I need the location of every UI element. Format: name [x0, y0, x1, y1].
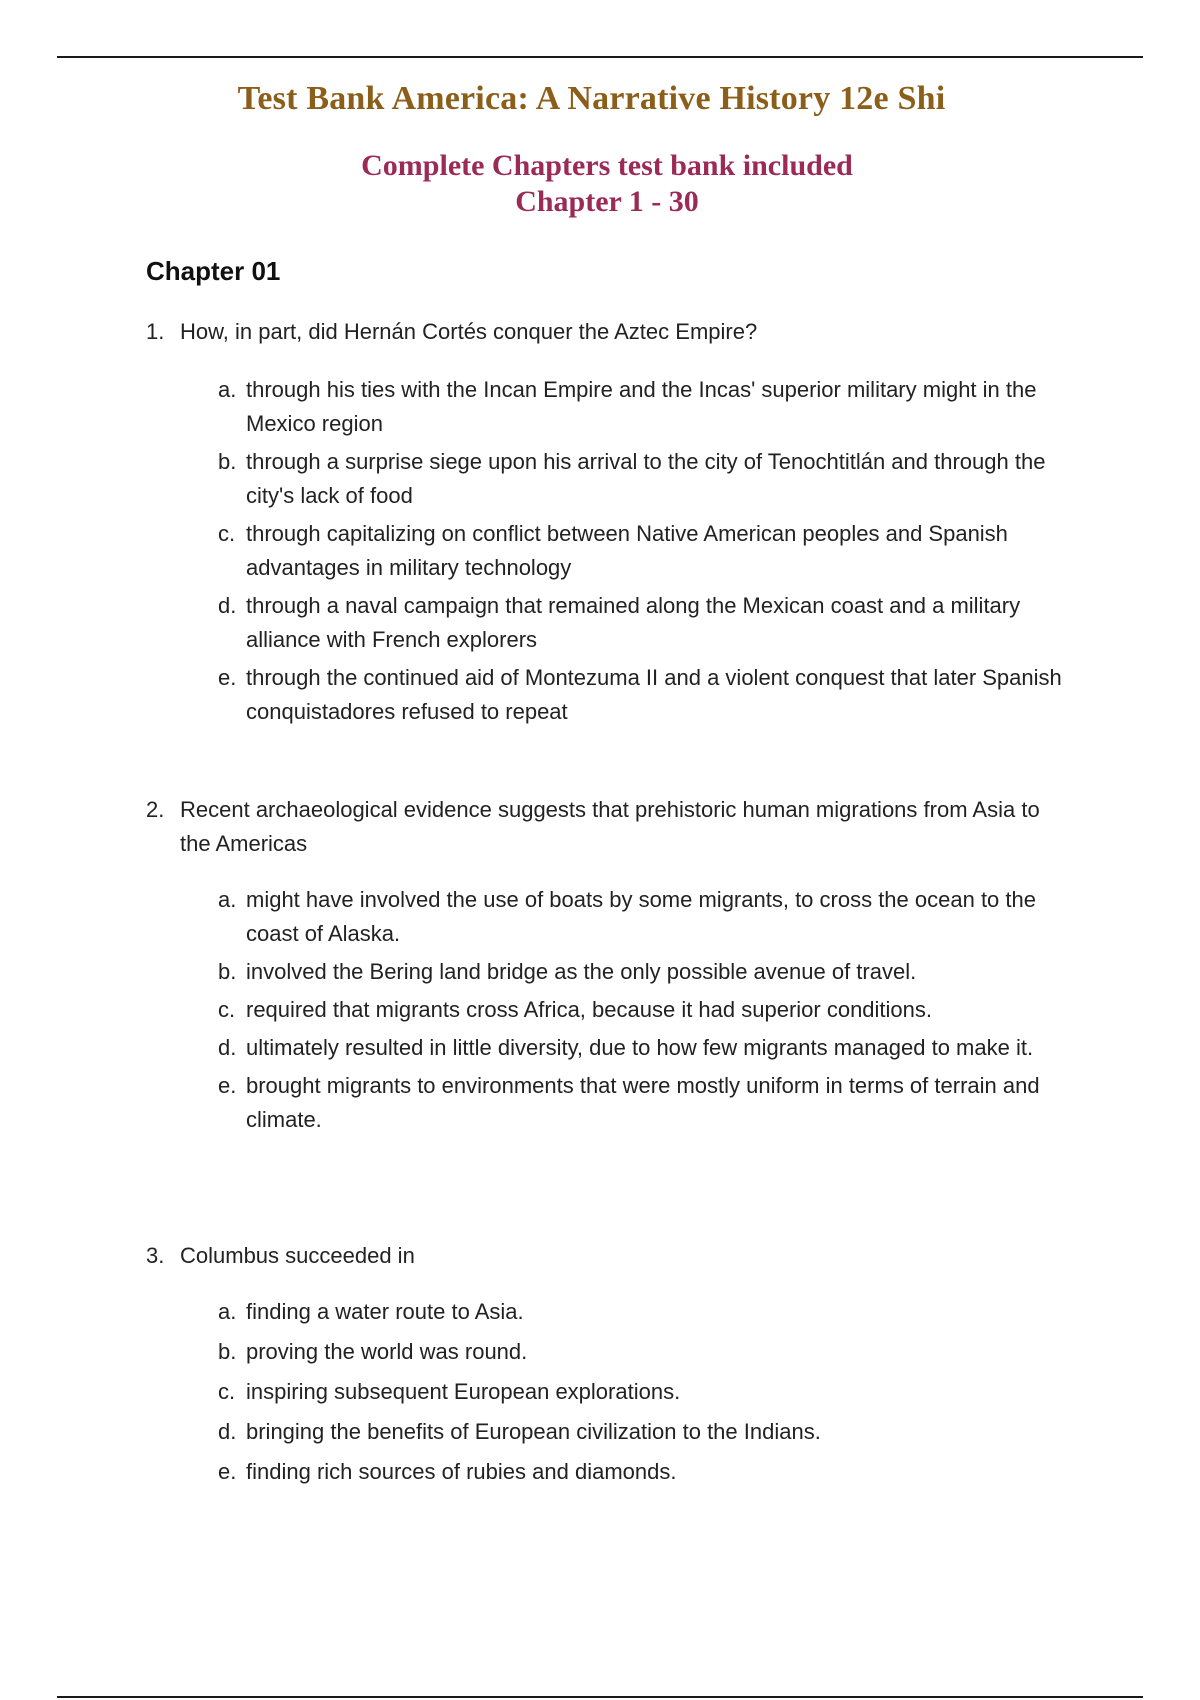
- question-1: [146, 315, 1066, 724]
- subtitle-line-2: Chapter 1 - 30: [515, 185, 699, 218]
- answer-choice: [218, 993, 1066, 1027]
- answer-choice: [218, 445, 1066, 513]
- choice-letter: a.: [218, 377, 237, 402]
- choice-letter: a.: [218, 1299, 237, 1324]
- answer-choice: [218, 1295, 1066, 1329]
- bottom-divider: [57, 1696, 1143, 1698]
- question-text: How, in part, did Hernán Cortés conquer the Aztec Empire?: [180, 319, 758, 344]
- question-stem: [146, 315, 1066, 349]
- answer-choice: [218, 661, 1066, 729]
- question-number: 2.: [146, 797, 165, 822]
- choice-letter: c.: [218, 521, 236, 546]
- choice-letter: d.: [218, 1419, 237, 1444]
- choice-letter: d.: [218, 593, 237, 618]
- choice-letter: c.: [218, 1379, 236, 1404]
- choice-text: through a naval campaign that remained along the Mexican coast and a military alliance with French explorers: [246, 593, 1021, 652]
- choice-letter: e.: [218, 665, 237, 690]
- choice-text: ultimately resulted in little diversity, due to how few migrants managed to make it.: [246, 1035, 1034, 1060]
- choice-text: finding a water route to Asia.: [246, 1299, 524, 1324]
- top-divider: [57, 56, 1143, 58]
- answer-choice: [218, 1455, 1066, 1489]
- question-3: [146, 1239, 1066, 1484]
- choice-text: proving the world was round.: [246, 1339, 528, 1364]
- choice-text: finding rich sources of rubies and diamonds.: [246, 1459, 677, 1484]
- choice-letter: e.: [218, 1459, 237, 1484]
- question-stem: [146, 1239, 1066, 1273]
- question-2: [146, 793, 1066, 1132]
- question-text: Recent archaeological evidence suggests that prehistoric human migrations from Asia to the Americas: [180, 797, 1040, 856]
- answer-choices: [218, 373, 1066, 729]
- choice-text: required that migrants cross Africa, because it had superior conditions.: [246, 997, 933, 1022]
- choice-text: brought migrants to environments that were mostly uniform in terms of terrain and climate.: [246, 1073, 1040, 1132]
- choice-text: inspiring subsequent European explorations.: [246, 1379, 681, 1404]
- choice-text: through a surprise siege upon his arrival to the city of Tenochtitlán and through the city's lack of food: [246, 449, 1046, 508]
- answer-choice: [218, 1069, 1066, 1137]
- choice-text: through his ties with the Incan Empire and the Incas' superior military might in the Mexico region: [246, 377, 1037, 436]
- answer-choice: [218, 517, 1066, 585]
- question-number: 3.: [146, 1243, 165, 1268]
- answer-choice: [218, 1415, 1066, 1449]
- choice-letter: a.: [218, 887, 237, 912]
- choice-letter: b.: [218, 959, 237, 984]
- choice-letter: c.: [218, 997, 236, 1022]
- choice-text: involved the Bering land bridge as the only possible avenue of travel.: [246, 959, 917, 984]
- answer-choices: [218, 883, 1066, 1137]
- answer-choice: [218, 955, 1066, 989]
- choice-letter: b.: [218, 1339, 237, 1364]
- chapter-heading: Chapter 01: [146, 256, 281, 286]
- choice-letter: e.: [218, 1073, 237, 1098]
- answer-choice: [218, 589, 1066, 657]
- choice-text: through capitalizing on conflict between Native American peoples and Spanish advantages in military technology: [246, 521, 1008, 580]
- choice-letter: d.: [218, 1035, 237, 1060]
- answer-choice: [218, 1375, 1066, 1409]
- question-text: Columbus succeeded in: [180, 1243, 415, 1268]
- choice-text: through the continued aid of Montezuma II and a violent conquest that later Spanish conquistadores refused to repeat: [246, 665, 1062, 724]
- answer-choice: [218, 373, 1066, 441]
- answer-choice: [218, 1031, 1066, 1065]
- choice-letter: b.: [218, 449, 237, 474]
- question-number: 1.: [146, 319, 165, 344]
- answer-choice: [218, 1335, 1066, 1369]
- question-stem: [146, 793, 1066, 861]
- answer-choice: [218, 883, 1066, 951]
- document-subtitle: [0, 148, 1200, 220]
- choice-text: bringing the benefits of European civilization to the Indians.: [246, 1419, 821, 1444]
- answer-choices: [218, 1295, 1066, 1489]
- subtitle-line-1: Complete Chapters test bank included: [361, 149, 853, 182]
- document-title: Test Bank America: A Narrative History 12e Shi: [237, 80, 946, 117]
- choice-text: might have involved the use of boats by some migrants, to cross the ocean to the coast of Alaska.: [246, 887, 1036, 946]
